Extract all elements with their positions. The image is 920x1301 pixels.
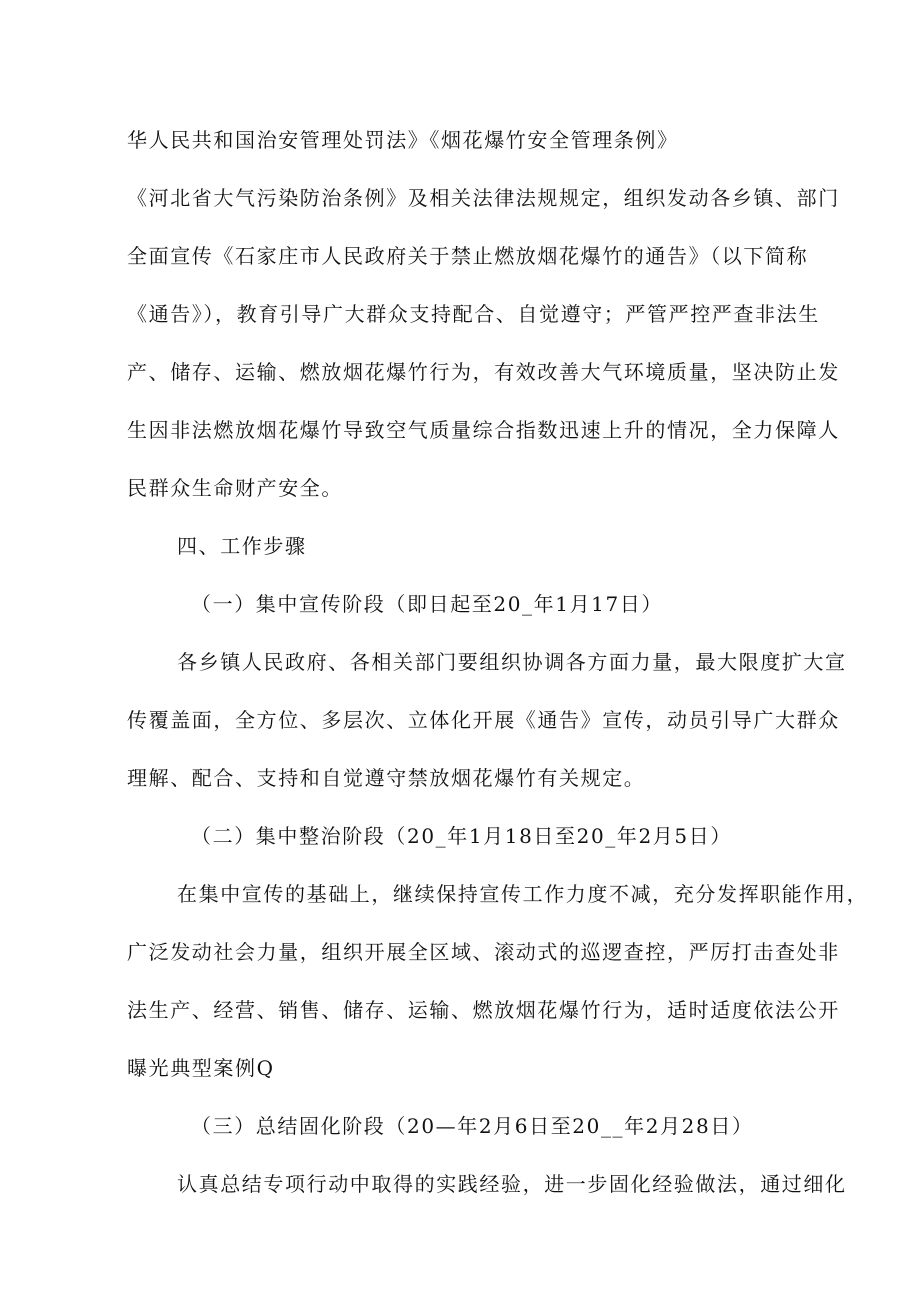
body-text-line: 法生产、经营、销售、储存、运输、燃放烟花爆竹行为，适时适度依法公开 <box>127 998 840 1022</box>
body-text-line: 全面宣传《石家庄市人民政府关于禁止燃放烟花爆竹的通告》（以下简称 <box>127 244 809 268</box>
body-text-line: 传覆盖面，全方位、多层次、立体化开展《通告》宣传，动员引导广大群众 <box>127 708 840 732</box>
body-text-line: 华人民共和国治安管理处罚法》《烟花爆竹安全管理条例》 <box>127 128 679 152</box>
body-text-line: 产、储存、运输、燃放烟花爆竹行为，有效改善大气环境质量，坚决防止发 <box>127 360 840 384</box>
body-text-line: 各乡镇人民政府、各相关部门要组织协调各方面力量，最大限度扩大宣 <box>177 650 847 674</box>
subsection-heading: （二）集中整治阶段（20_年1月18日至20_年2月5日） <box>191 824 732 848</box>
body-text-line: 在集中宣传的基础上，继续保持宣传工作力度不减，充分发挥职能作用， <box>177 882 869 906</box>
body-text-line: 《河北省大气污染防治条例》及相关法律法规规定，组织发动各乡镇、部门 <box>127 186 840 210</box>
body-text-line: 生因非法燃放烟花爆竹导致空气质量综合指数迅速上升的情况，全力保障人 <box>127 418 840 442</box>
body-text-line: 认真总结专项行动中取得的实践经验，进一步固化经验做法，通过细化 <box>177 1172 847 1196</box>
body-text-line: 广泛发动社会力量，组织开展全区域、滚动式的巡逻查控，严厉打击查处非 <box>127 940 840 964</box>
body-text-line: 理解、配合、支持和自觉遵守禁放烟花爆竹有关规定。 <box>127 766 646 790</box>
body-text-line: 《通告》），教育引导广大群众支持配合、自觉遵守；严管严控严查非法生 <box>127 302 820 326</box>
subsection-heading: （一）集中宣传阶段（即日起至20_年1月17日） <box>191 592 664 616</box>
body-text-line: 曝光典型案例Q <box>127 1056 275 1080</box>
section-heading: 四、工作步骤 <box>177 534 307 558</box>
body-text-line: 民群众生命财产安全。 <box>127 476 343 500</box>
subsection-heading: （三）总结固化阶段（20—年2月6日至20__年2月28日） <box>191 1114 754 1138</box>
